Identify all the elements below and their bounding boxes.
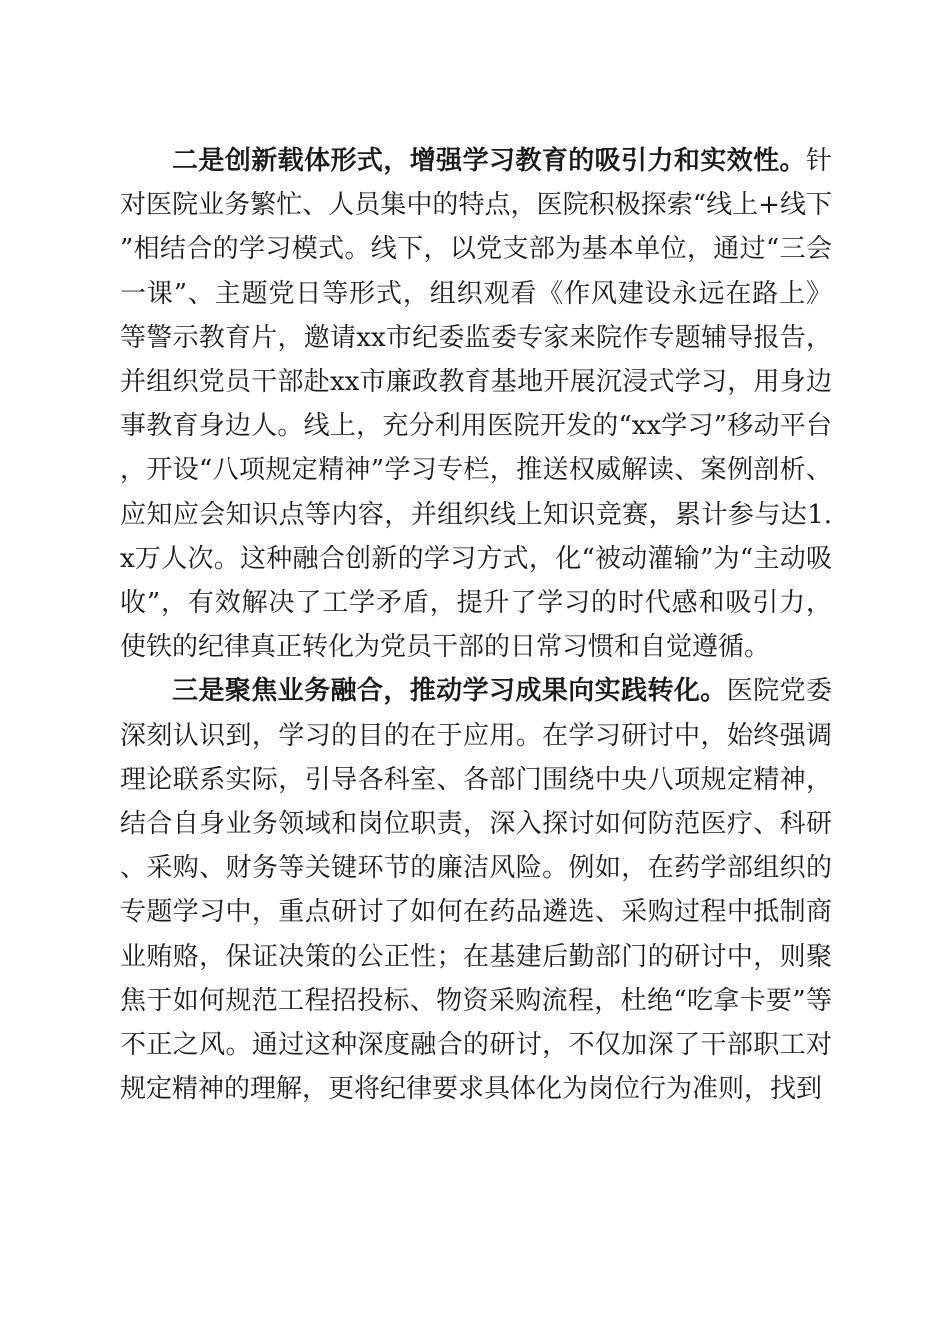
paragraph-lead-heading: 二是创新载体形式，增强学习教育的吸引力和实效性。 <box>172 146 806 176</box>
paragraph-body-text: 针对医院业务繁忙、人员集中的特点，医院积极探索“线上+线下”相结合的学习模式。线下，以党支部为基本单位，通过“三会一课”、主题党日等形式，组织观看《作风建设永远在路上》等警示教育片，邀请xx市纪委监委专家来院作专题辅导报告，并组织党员干部赴xx市廉政教育基地开展沉浸式学习，用身边事教育身边人。线上，充分利用医院开发的“xx学习”移动平台，开设“八项规定精神”学习专栏，推送权威解读、案例剖析、应知应会知识点等内容，并组织线上知识竞赛，累计参与达1.x万人次。这种融合创新的学习方式，化“被动灌输”为“主动吸收”，有效解决了工学矛盾，提升了学习的时代感和吸引力，使铁的纪律真正转化为党员干部的日常习惯和自觉遵循。 <box>120 146 832 663</box>
paragraph-innovate-carrier <box>120 139 832 669</box>
paragraph-body-text: 医院党委深刻认识到，学习的目的在于应用。在学习研讨中，始终强调理论联系实际，引导各科室、各部门围绕中央八项规定精神，结合自身业务领域和岗位职责，深入探讨如何防范医疗、科研、采购、财务等关键环节的廉洁风险。例如，在药学部组织的专题学习中，重点研讨了如何在药品遴选、采购过程中抵制商业贿赂，保证决策的公正性；在基建后勤部门的研讨中，则聚焦于如何规范工程招投标、物资采购流程，杜绝“吃拿卡要”等不正之风。通过这种深度融合的研讨，不仅加深了干部职工对规定精神的理解，更将纪律要求具体化为岗位行为准则，找到 <box>120 676 832 1105</box>
paragraph-business-integration <box>120 669 832 1111</box>
document-body <box>120 139 832 1111</box>
paragraph-lead-heading: 三是聚焦业务融合，推动学习成果向实践转化。 <box>172 676 727 707</box>
